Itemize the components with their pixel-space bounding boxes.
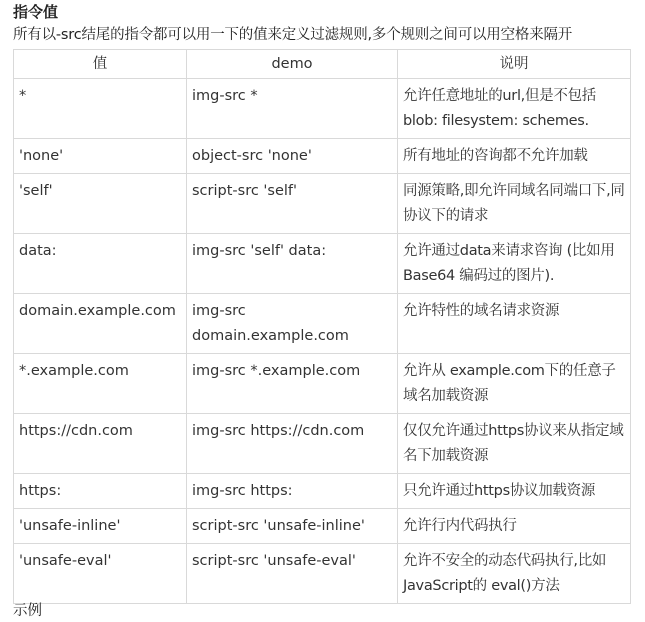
table-row [14, 474, 630, 508]
cell-demo: img-src 'self' data: [187, 234, 397, 293]
column-header-demo: demo [187, 50, 397, 78]
cell-demo: script-src 'unsafe-inline' [187, 509, 397, 543]
cell-description: 允许特性的域名请求资源 [398, 294, 630, 353]
cell-demo: img-src *.example.com [187, 354, 397, 413]
cell-demo: script-src 'self' [187, 174, 397, 233]
cell-demo: img-src https: [187, 474, 397, 508]
directive-values-table [13, 49, 631, 604]
cell-value: data: [14, 234, 186, 293]
table-row [14, 544, 630, 603]
cell-value: 'unsafe-eval' [14, 544, 186, 603]
cell-description: 仅仅允许通过https协议来从指定域名下加载资源 [398, 414, 630, 473]
cell-description: 同源策略,即允许同域名同端口下,同协议下的请求 [398, 174, 630, 233]
cell-description: 允许不安全的动态代码执行,比如 JavaScript的 eval()方法 [398, 544, 630, 603]
table-row [14, 509, 630, 543]
cell-value: domain.example.com [14, 294, 186, 353]
cell-value: https://cdn.com [14, 414, 186, 473]
cell-demo: script-src 'unsafe-eval' [187, 544, 397, 603]
table-row [14, 79, 630, 138]
cell-value: 'unsafe-inline' [14, 509, 186, 543]
cell-demo: object-src 'none' [187, 139, 397, 173]
column-header-value: 值 [14, 50, 186, 78]
table-row [14, 139, 630, 173]
section-heading: 指令值 [13, 3, 59, 21]
column-header-description: 说明 [398, 50, 630, 78]
table-header-row [14, 50, 630, 78]
table-row [14, 354, 630, 413]
cell-value: 'self' [14, 174, 186, 233]
table-row [14, 294, 630, 353]
cell-description: 允许从 example.com下的任意子域名加载资源 [398, 354, 630, 413]
cell-demo: img-src domain.example.com [187, 294, 397, 353]
cell-description: 允许通过data来请求咨询 (比如用Base64 编码过的图片). [398, 234, 630, 293]
cell-demo: img-src * [187, 79, 397, 138]
cell-description: 所有地址的咨询都不允许加载 [398, 139, 630, 173]
cell-value: 'none' [14, 139, 186, 173]
table-row [14, 174, 630, 233]
table-row [14, 234, 630, 293]
cell-value: https: [14, 474, 186, 508]
table-row [14, 414, 630, 473]
example-heading: 示例 [13, 603, 42, 619]
cell-description: 允许行内代码执行 [398, 509, 630, 543]
cell-value: *.example.com [14, 354, 186, 413]
cell-description: 允许任意地址的url,但是不包括 blob: filesystem: schemes. [398, 79, 630, 138]
cell-description: 只允许通过https协议加载资源 [398, 474, 630, 508]
cell-value: * [14, 79, 186, 138]
intro-text: 所有以-src结尾的指令都可以用一下的值来定义过滤规则,多个规则之间可以用空格来隔开 [13, 27, 573, 43]
cell-demo: img-src https://cdn.com [187, 414, 397, 473]
